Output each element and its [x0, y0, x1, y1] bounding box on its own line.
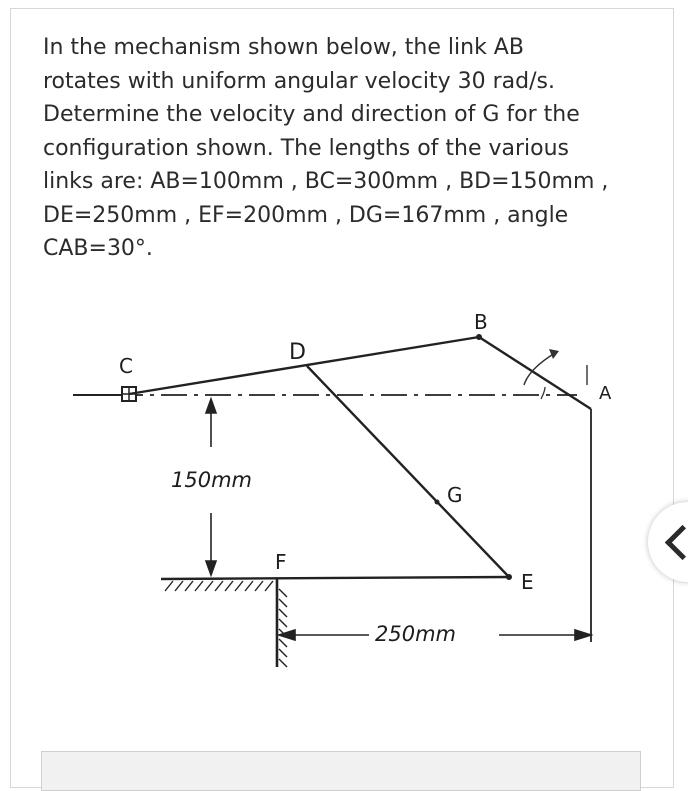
joint-b [476, 334, 482, 340]
link-ab [479, 337, 591, 409]
question-line: CAB=30°. [43, 236, 153, 261]
mechanism-diagram [69, 307, 629, 677]
dimension-label-vertical: 150mm [171, 468, 252, 492]
label-g: G [447, 483, 463, 507]
question-card [10, 8, 674, 788]
question-line: configuration shown. The lengths of the various [43, 135, 570, 161]
label-a: A [599, 383, 612, 404]
label-e: E [521, 570, 534, 594]
answer-box[interactable] [41, 751, 641, 791]
question-line: In the mechanism shown below, the link AB [43, 35, 524, 60]
label-f: F [275, 550, 287, 574]
chevron-left-icon [665, 524, 688, 559]
link-de [307, 366, 509, 577]
dimension-label-horizontal: 250mm [375, 622, 456, 646]
label-d: D [289, 340, 306, 365]
ground-hatching [165, 581, 287, 667]
question-line: Determine the velocity and direction of G for the [43, 102, 580, 127]
question-line: rotates with uniform angular velocity 30 rad/s. [43, 68, 555, 94]
label-c: C [119, 354, 133, 378]
question-line: DE=250mm , EF=200mm , DG=167mm , angle [43, 202, 569, 228]
label-b: B [474, 310, 488, 334]
mechanism-svg [69, 307, 629, 677]
joint-g [435, 500, 440, 505]
question-line: links are: AB=100mm , BC=300mm , BD=150mm , [43, 169, 609, 194]
question-text [43, 31, 653, 266]
joint-e [506, 574, 512, 580]
